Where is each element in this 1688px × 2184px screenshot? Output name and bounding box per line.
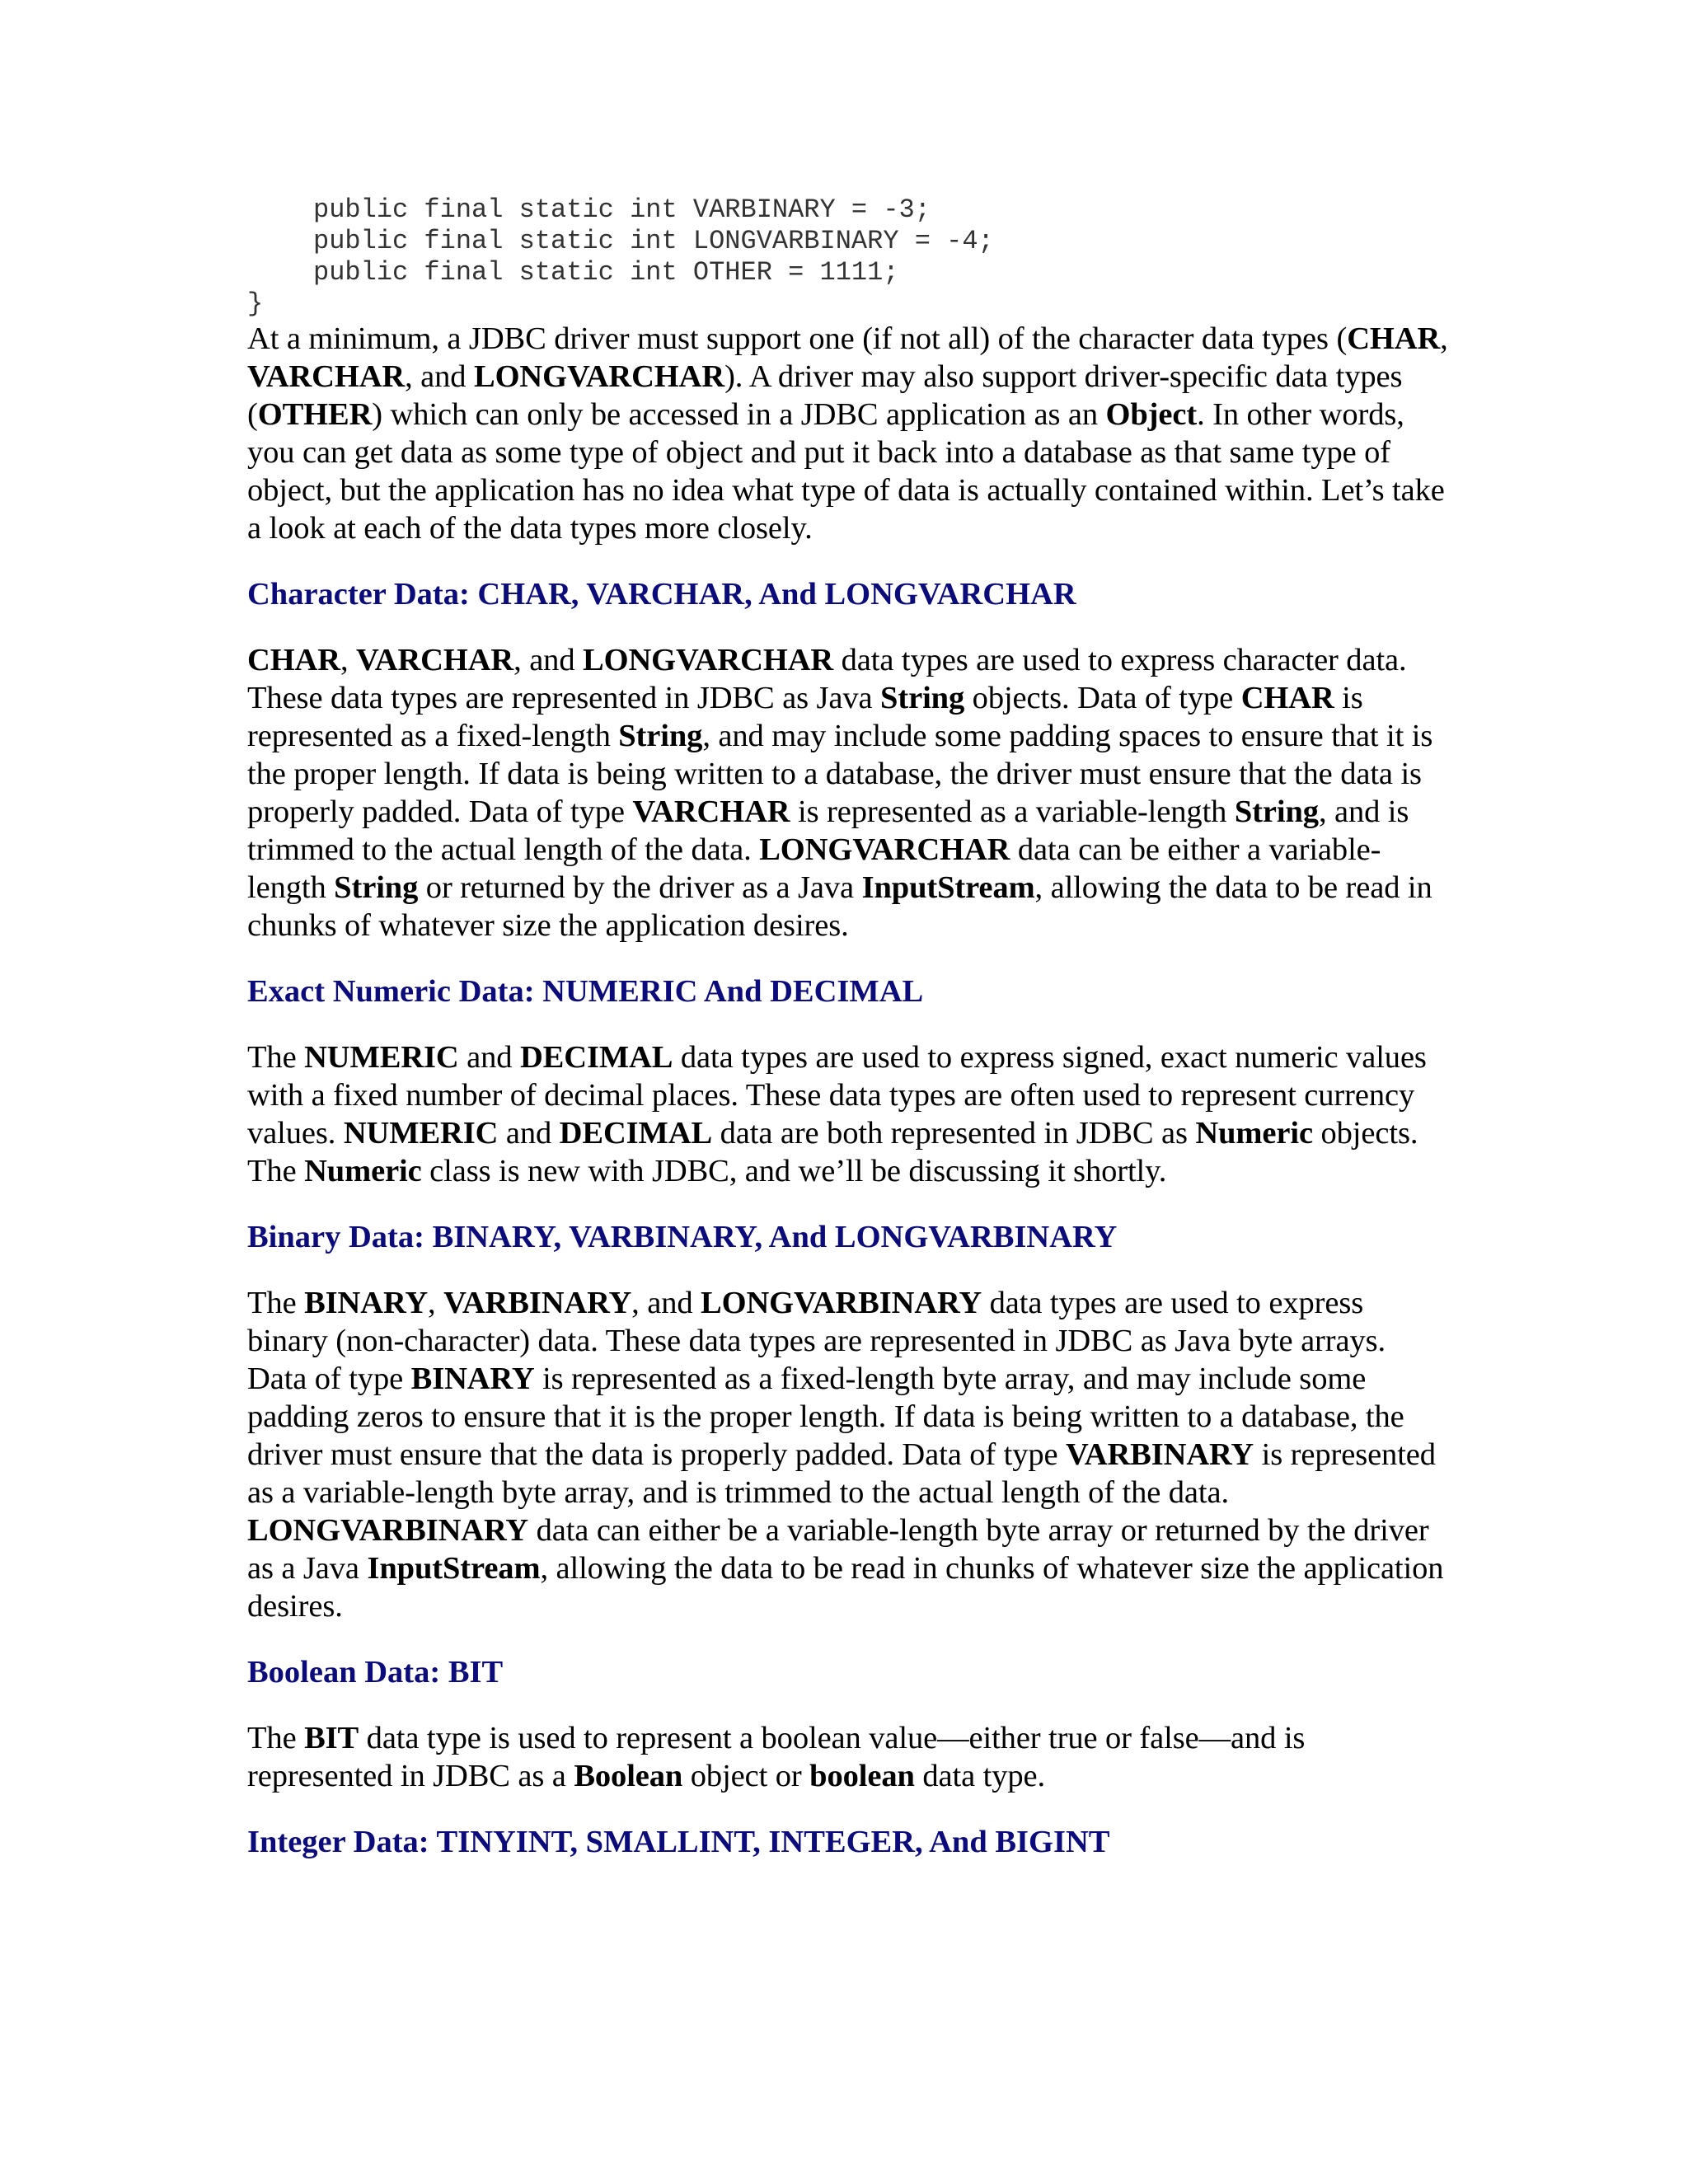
character-paragraph: CHAR, VARCHAR, and LONGVARCHAR data types are used to express character data. These data types are represented in JDBC as Java String objects. Data of type CHAR is represented as a fixed-length String, and may include some padding spaces to ensure that it is the proper length. If data is being written to a database, the driver must ensure that the data is properly padded. Data of type VARCHAR is represented as a variable-length String, and is trimmed to the actual length of the data. LONGVARCHAR data can be either a variable-length String or returned by the driver as a Java InputStream, allowing the data to be read in chunks of whatever size the application desires. bbox=[247, 643, 1433, 943]
code-block bbox=[247, 194, 1451, 320]
section-heading-numeric: Exact Numeric Data: NUMERIC And DECIMAL bbox=[247, 974, 924, 1009]
intro-paragraph: At a minimum, a JDBC driver must support one (if not all) of the character data types (CHAR, VARCHAR, and LONGVARCHAR). A driver may also support driver-specific data types (OTHER) which can only be accessed in a JDBC application as an Object. In other words, you can get data as some type of object and put it back into a database as that same type of object, but the application has no idea what type of data is actually contained within. Let’s take a look at each of the data types more closely. bbox=[247, 321, 1448, 546]
section-heading-integer: Integer Data: TINYINT, SMALLINT, INTEGER, And BIGINT bbox=[247, 1825, 1110, 1859]
boolean-paragraph: The BIT data type is used to represent a boolean value—either true or false—and is represented in JDBC as a Boolean object or boolean data type. bbox=[247, 1721, 1306, 1793]
numeric-paragraph: The NUMERIC and DECIMAL data types are used to express signed, exact numeric values with a fixed number of decimal places. These data types are often used to represent currency values. NUMERIC and DECIMAL data are both represented in JDBC as Numeric objects. The Numeric class is new with JDBC, and we’ll be discussing it shortly. bbox=[247, 1040, 1427, 1188]
code-line: public final static int VARBINARY = -3; bbox=[313, 194, 931, 225]
code-line: public final static int LONGVARBINARY = -4; bbox=[313, 226, 994, 256]
code-closing-brace: } bbox=[247, 288, 264, 319]
binary-paragraph: The BINARY, VARBINARY, and LONGVARBINARY data types are used to express binary (non-character) data. These data types are represented in JDBC as Java byte arrays. Data of type BINARY is represented as a fixed-length byte array, and may include some padding zeros to ensure that it is the proper length. If data is being written to a database, the driver must ensure that the data is properly padded. Data of type VARBINARY is represented as a variable-length byte array, and is trimmed to the actual length of the data. LONGVARBINARY data can either be a variable-length byte array or returned by the driver as a Java InputStream, allowing the data to be read in chunks of whatever size the application desires. bbox=[247, 1286, 1444, 1624]
section-heading-binary: Binary Data: BINARY, VARBINARY, And LONGVARBINARY bbox=[247, 1220, 1118, 1254]
document-page bbox=[247, 194, 1451, 1889]
section-heading-boolean: Boolean Data: BIT bbox=[247, 1655, 504, 1690]
section-heading-character: Character Data: CHAR, VARCHAR, And LONGVARCHAR bbox=[247, 577, 1076, 612]
code-line: public final static int OTHER = 1111; bbox=[313, 257, 899, 288]
